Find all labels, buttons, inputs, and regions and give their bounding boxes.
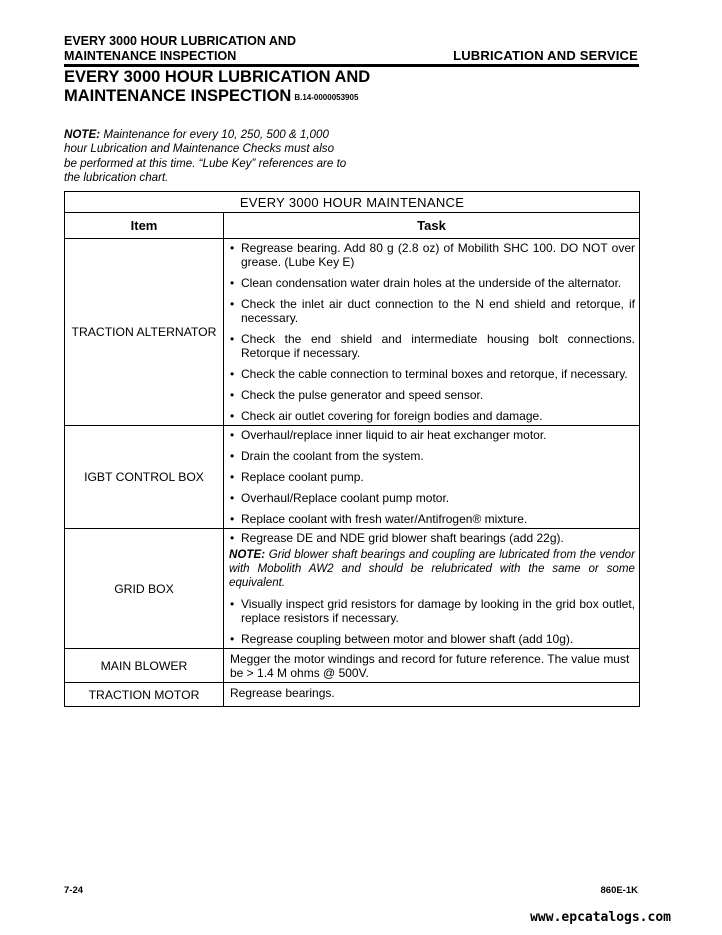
table-row	[65, 529, 640, 649]
column-header-task: Task	[224, 213, 640, 239]
task-text: Regrease bearings.	[230, 686, 335, 700]
table-title: EVERY 3000 HOUR MAINTENANCE	[65, 192, 640, 213]
running-header-left: EVERY 3000 HOUR LUBRICATION AND MAINTENANCE INSPECTION	[64, 34, 296, 63]
task-cell	[224, 426, 640, 529]
task-item: • Drain the coolant from the system.	[230, 449, 635, 463]
task-list	[230, 241, 635, 423]
maintenance-table	[64, 191, 640, 707]
note-text: Maintenance for every 10, 250, 500 & 1,000 hour Lubrication and Maintenance Checks must also be performed at this time. “Lube Key” references are to the lubrication chart.	[64, 128, 347, 185]
task-list	[230, 597, 635, 646]
task-item: • Regrease DE and NDE grid blower shaft bearings (add 22g).	[230, 531, 635, 545]
item-grid-box: GRID BOX	[65, 529, 224, 649]
note-label: NOTE:	[229, 548, 266, 561]
task-cell	[224, 529, 640, 649]
watermark: www.epcatalogs.com	[530, 910, 671, 925]
table-row	[65, 426, 640, 529]
item-traction-alternator: TRACTION ALTERNATOR	[65, 239, 224, 426]
task-item: • Regrease coupling between motor and blower shaft (add 10g).	[230, 632, 635, 646]
item-traction-motor: TRACTION MOTOR	[65, 683, 224, 707]
model-number: 860E-1K	[600, 885, 638, 896]
task-item: • Check air outlet covering for foreign bodies and damage.	[230, 409, 635, 423]
section-title-text: EVERY 3000 HOUR LUBRICATION AND MAINTENANCE INSPECTION	[64, 68, 371, 105]
note-label: NOTE:	[64, 128, 101, 141]
note-text: Grid blower shaft bearings and coupling are lubricated from the vendor with Mobolith AW2 and should be relubricated with the same or some equivalent.	[229, 548, 635, 589]
table-row	[65, 683, 640, 707]
task-item: • Overhaul/Replace coolant pump motor.	[230, 491, 635, 505]
task-item: • Check the pulse generator and speed sensor.	[230, 388, 635, 402]
task-cell	[224, 239, 640, 426]
header-rule	[64, 64, 639, 67]
task-list	[230, 531, 635, 545]
table-row	[65, 239, 640, 426]
task-item: • Overhaul/replace inner liquid to air heat exchanger motor.	[230, 428, 635, 442]
running-header-right: LUBRICATION AND SERVICE	[453, 48, 638, 63]
section-ref-code: B.14-0000053905	[294, 92, 359, 102]
task-list	[230, 428, 635, 526]
section-note	[64, 128, 349, 186]
task-item: • Check the inlet air duct connection to the N end shield and retorque, if necessary.	[230, 297, 635, 325]
task-cell	[224, 649, 640, 683]
page-number: 7-24	[64, 885, 84, 896]
task-item: • Check the end shield and intermediate housing bolt connections. Retorque if necessary.	[230, 332, 635, 360]
task-item: • Replace coolant pump.	[230, 470, 635, 484]
task-item: • Regrease bearing. Add 80 g (2.8 oz) of Mobilith SHC 100. DO NOT over grease. (Lube Key E)	[230, 241, 635, 269]
grid-box-note	[229, 548, 635, 590]
task-item: • Visually inspect grid resistors for damage by looking in the grid box outlet, replace resistors if necessary.	[230, 597, 635, 625]
task-cell	[224, 683, 640, 707]
section-title	[64, 68, 384, 107]
item-igbt-control-box: IGBT CONTROL BOX	[65, 426, 224, 529]
task-item: • Clean condensation water drain holes at the underside of the alternator.	[230, 276, 635, 290]
item-main-blower: MAIN BLOWER	[65, 649, 224, 683]
task-item: • Replace coolant with fresh water/Antifrogen® mixture.	[230, 512, 635, 526]
task-item: • Check the cable connection to terminal boxes and retorque, if necessary.	[230, 367, 635, 381]
table-row	[65, 649, 640, 683]
task-text: Megger the motor windings and record for future reference. The value must be > 1.4 M ohms @ 500V.	[230, 652, 630, 680]
column-header-item: Item	[65, 213, 224, 239]
